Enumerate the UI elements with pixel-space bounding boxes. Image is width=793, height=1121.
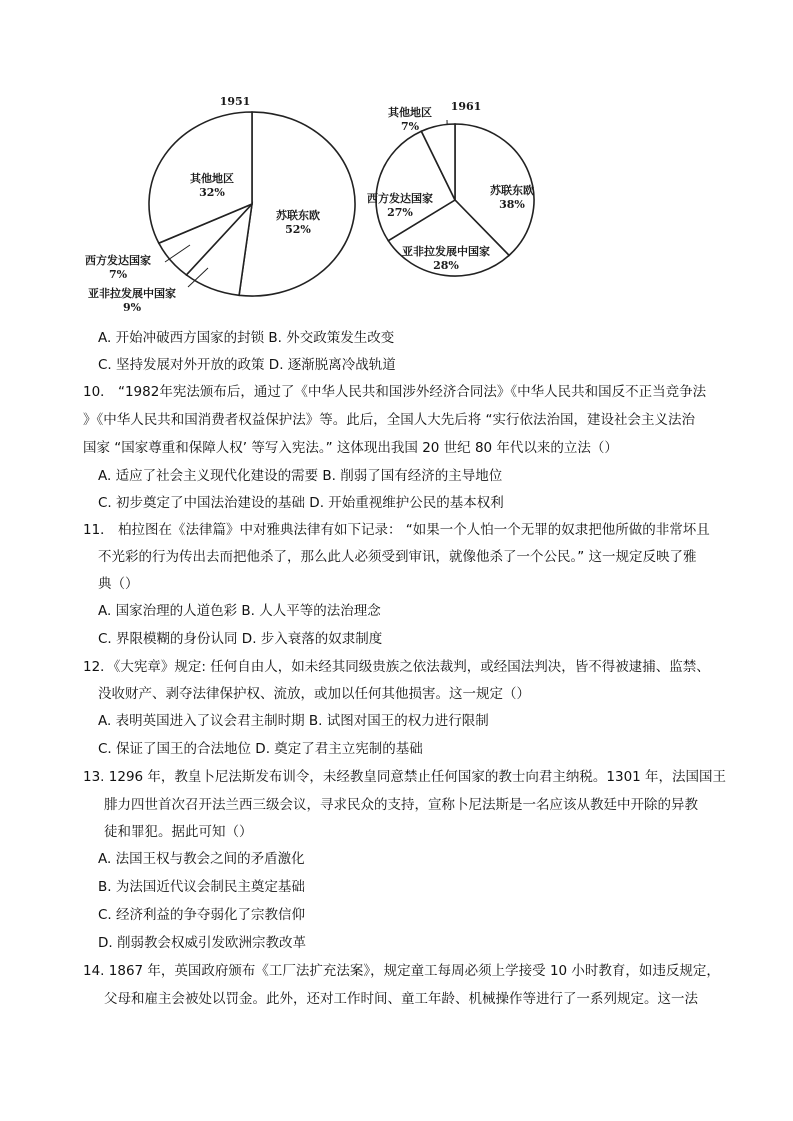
q13-stem-line-2: 腓力四世首次召开法兰西三级会议，寻求民众的支持，宣称卜尼法斯是一名应该从教廷中开除的异教 xyxy=(104,797,698,813)
q12-stem-line-2: 没收财产、剥夺法律保护权、流放，或加以任何其他损害。这一规定（） xyxy=(98,686,530,702)
q10-options-row-2: C. 初步奠定了中国法治建设的基础 D. 开始重视维护公民的基本权利 xyxy=(98,495,504,511)
q13-stem-line-1: 13. 1296 年，教皇卜尼法斯发布训令，未经教皇同意禁止任何国家的教士向君主纳税。1301 年，法国国王 xyxy=(83,769,727,785)
q14-stem-line-2: 父母和雇主会被处以罚金。此外，还对工作时间、童工年龄、机械操作等进行了一系列规定。这一法 xyxy=(104,991,698,1007)
pie-1961-label-west: 西方发达国家 xyxy=(367,192,433,205)
q11-stem-line-3: 典（） xyxy=(98,576,139,592)
pie-1951-value-ussr: 52% xyxy=(285,223,311,236)
pie-1951-title: 1951 xyxy=(219,95,251,108)
q11-stem-line-1: 11． 柏拉图在《法律篇》中对雅典法律有如下记录： “如果一个人怕一个无罪的奴隶把他所做的非常坏且 xyxy=(83,522,710,538)
q12-options-row-1: A. 表明英国进入了议会君主制时期 B. 试图对国王的权力进行限制 xyxy=(98,713,489,729)
pie-1961-title: 1961 xyxy=(450,100,482,113)
pie-1961-value-ussr: 38% xyxy=(499,198,525,211)
q13-option-a: A. 法国王权与教会之间的矛盾激化 xyxy=(98,851,305,867)
q13-option-d: D. 削弱教会权威引发欧洲宗教改革 xyxy=(98,935,306,951)
pie-1951-label-other: 其他地区 xyxy=(190,172,234,185)
pie-1951-value-developing: 9% xyxy=(122,301,142,314)
q10-stem-line-1: 10． “1982年宪法颁布后，通过了《中华人民共和国涉外经济合同法》《中华人民共和国反不正当竞争法 xyxy=(83,384,707,400)
pie-1961-label-ussr: 苏联东欧 xyxy=(490,184,534,197)
q12-stem-line-1: 12．《大宪章》规定: 任何自由人，如未经其同级贵族之依法裁判，或经国法判决，皆不得被逮捕、监禁、 xyxy=(83,659,710,675)
q14-stem-line-1: 14. 1867 年，英国政府颁布《工厂法扩充法案》，规定童工每周必须上学接受 10 小时教育，如违反规定， xyxy=(83,963,720,979)
pie-1951-label-west: 西方发达国家 xyxy=(85,254,151,267)
q10-stem-line-2: 》《中华人民共和国消费者权益保护法》等。此后，全国人大先后将 “实行依法治国，建设社会主义法治 xyxy=(83,412,696,428)
q11-options-row-1: A. 国家治理的人道色彩 B. 人人平等的法治理念 xyxy=(98,603,381,619)
pie-1951-slice-0 xyxy=(239,112,355,296)
q10-stem-line-3: 国家 “国家尊重和保障人权’ 等写入宪法。” 这体现出我国 20 世纪 80 年代以来的立法（） xyxy=(83,440,618,456)
q9-options-row-1: A. 开始冲破西方国家的封锁 B. 外交政策发生改变 xyxy=(98,330,395,346)
pie-chart-1961 xyxy=(367,100,534,276)
pie-1951-label-developing: 亚非拉发展中国家 xyxy=(88,287,176,300)
pie-1961-label-developing: 亚非拉发展中国家 xyxy=(402,245,490,258)
q13-option-c: C. 经济利益的争夺弱化了宗教信仰 xyxy=(98,907,306,923)
q13-stem-line-3: 徒和罪犯。据此可知（） xyxy=(104,824,253,840)
pie-1961-value-developing: 28% xyxy=(433,259,459,272)
q13-option-b: B. 为法国近代议会制民主奠定基础 xyxy=(98,879,305,895)
q11-stem-line-2: 不光彩的行为传出去而把他杀了，那么此人必须受到审讯，就像他杀了一个公民。” 这一规定反映了雅 xyxy=(98,549,697,565)
pie-1961-value-west: 27% xyxy=(387,206,413,219)
pie-chart-1951 xyxy=(85,95,355,314)
q9-options-row-2: C. 坚持发展对外开放的政策 D. 逐渐脱离冷战轨道 xyxy=(98,357,396,373)
pie-1951-label-ussr: 苏联东欧 xyxy=(276,209,320,222)
pie-1961-label-other: 其他地区 xyxy=(388,106,432,119)
pie-1951-value-west: 7% xyxy=(108,268,128,281)
pie-1961-value-other: 7% xyxy=(400,120,420,133)
q12-options-row-2: C. 保证了国王的合法地位 D. 奠定了君主立宪制的基础 xyxy=(98,741,423,757)
q11-options-row-2: C. 界限模糊的身份认同 D. 步入衰落的奴隶制度 xyxy=(98,631,383,647)
pie-1951-value-other: 32% xyxy=(199,186,225,199)
q10-options-row-1: A. 适应了社会主义现代化建设的需要 B. 削弱了国有经济的主导地位 xyxy=(98,468,503,484)
pie-charts-figure xyxy=(70,92,560,318)
